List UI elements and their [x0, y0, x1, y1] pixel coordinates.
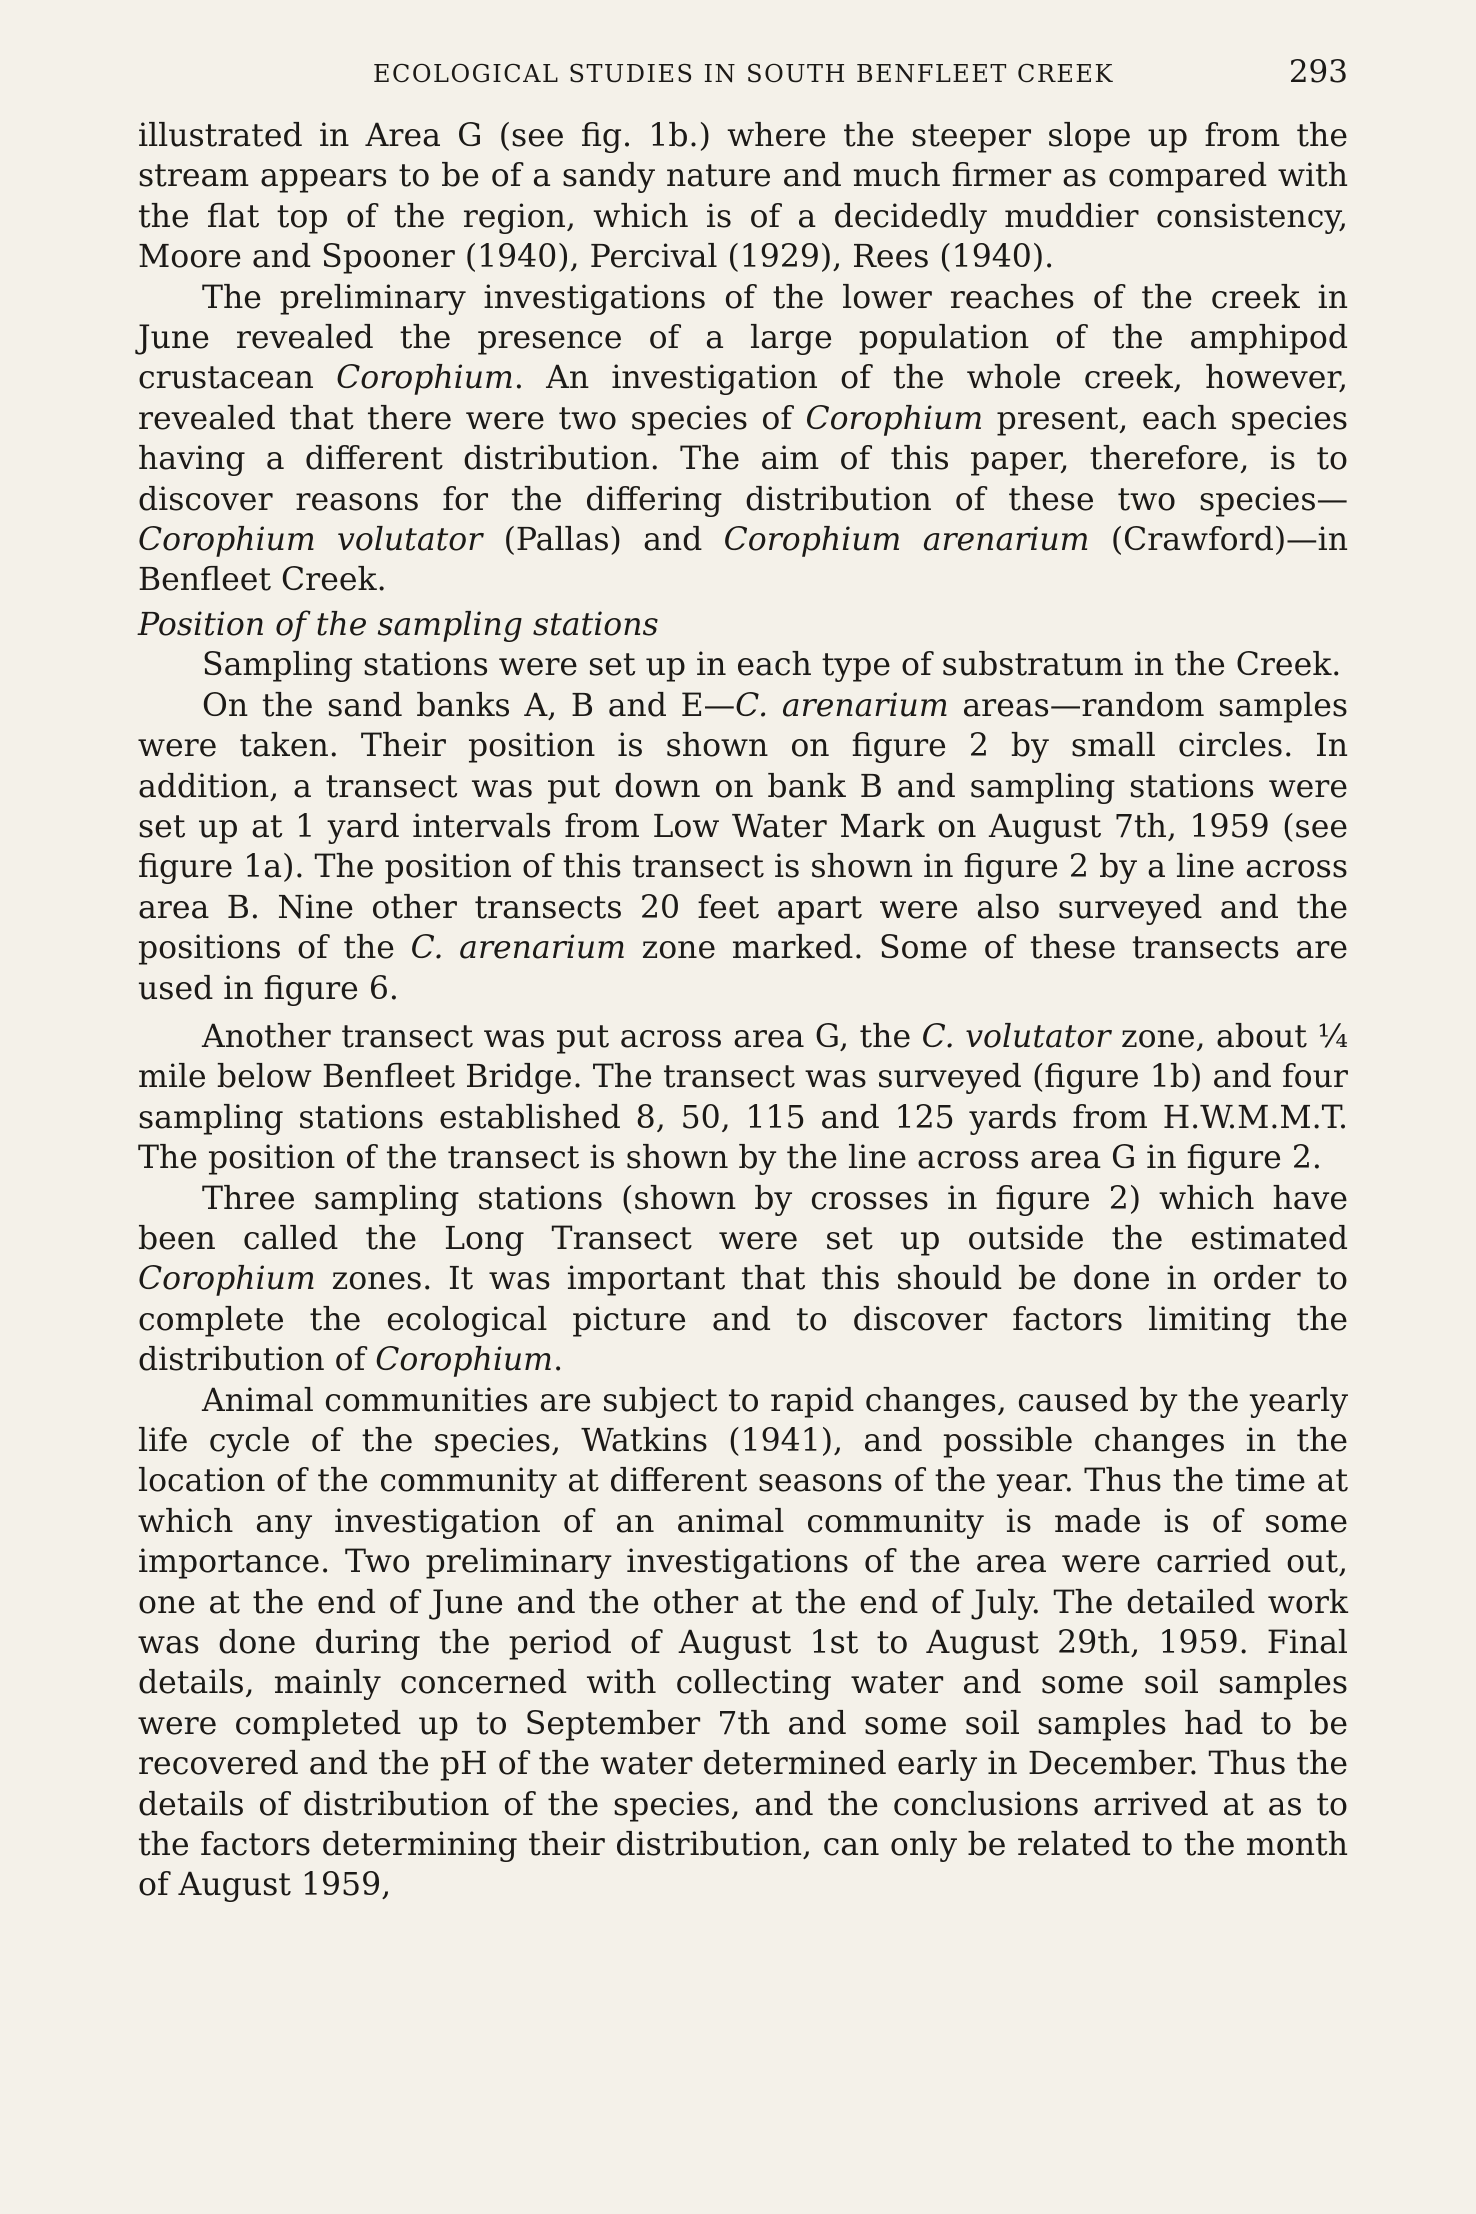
text-run: areas—random samples were taken. Their position is shown on figure 2 by small circles. In addition, a transect was put down on bank B and sampling stations were set up at 1 yard intervals from Low Water Mark on August 7th, 1959 (see figure 1a). The position of this transect is shown in figure 2 by a line across area B. Nine other transects 20 feet apart were also surveyed and the positions of the: [138, 687, 1349, 967]
paragraph: [138, 1017, 1348, 1179]
paragraph: [138, 278, 1348, 601]
paragraph: [138, 1381, 1348, 1906]
italic-term: C. volutator: [921, 1018, 1111, 1055]
body-text: [138, 116, 1348, 1906]
running-title: ECOLOGICAL STUDIES IN SOUTH BENFLEET CREEK: [372, 60, 1114, 88]
text-run: On the sand banks A, B and E—: [202, 687, 736, 724]
text-run: Position of the sampling stations: [138, 606, 659, 643]
running-head: [138, 54, 1348, 96]
text-run: zones. It was important that this should be done in order to complete the ecological picture and to discover factors limiting the distribution of: [138, 1261, 1348, 1379]
italic-term: Corophium arenarium: [723, 522, 1090, 559]
section-heading: [138, 605, 1348, 645]
text-run: The preliminary investigations of the lower reaches of the creek in June revealed the presence of a large population of the amphipod crustacean: [138, 279, 1348, 397]
text-run: present, each species having a different distribution. The aim of this paper, therefore, is to discover reasons for the differing distribution of these two species—: [138, 400, 1349, 518]
italic-term: Corophium: [138, 1261, 316, 1298]
text-run: (Crawford)—in Benfleet Creek.: [138, 522, 1349, 599]
text-run: . An investigation of the whole creek, however, revealed that there were two species of: [138, 360, 1348, 437]
italic-term: C. arenarium: [735, 687, 949, 724]
text-run: Sampling stations were set up in each type of substratum in the Creek.: [202, 647, 1342, 684]
page: [138, 54, 1348, 1906]
text-run: zone marked. Some of these transects are used in figure 6.: [138, 930, 1348, 1007]
paragraph: [138, 645, 1348, 685]
italic-term: Corophium: [336, 360, 514, 397]
page-number: 293: [1288, 54, 1348, 90]
text-run: (Pallas) and: [482, 522, 724, 559]
italic-term: C. arenarium: [410, 930, 627, 967]
text-run: Another transect was put across area G, the: [202, 1018, 922, 1055]
italic-term: Corophium: [375, 1342, 554, 1379]
paragraph: [138, 116, 1348, 278]
text-run: .: [553, 1342, 564, 1379]
text-run: zone, about ¼ mile below Benfleet Bridge. The transect was surveyed (figure 1b) and four sampling stations established 8, 50, 115 and 125 yards from H.W.M.M.T. The position of the transect is shown by the line across area G in figure 2.: [138, 1018, 1348, 1177]
italic-term: Corophium: [805, 400, 984, 437]
paragraph: [138, 686, 1348, 1009]
text-run: Three sampling stations (shown by crosses in figure 2) which have been called the Long Transect were set up outside the estimated: [138, 1180, 1348, 1257]
text-run: Animal communities are subject to rapid changes, caused by the yearly life cycle of the species, Watkins (1941), and possible changes in the location of the community at different seasons of the year. Thus the time at which any investigation of an animal community is made is of some importance. Two preliminary investigations of the area were carried out, one at the end of June and the other at the end of July. The detailed work was done during the period of August 1st to August 29th, 1959. Final details, mainly concerned with collecting water and some soil samples were completed up to September 7th and some soil samples had to be recovered and the pH of the water determined early in December. Thus the details of distribution of the species, and the conclusions arrived at as to the factors determining their distribution, can only be related to the month of August 1959,: [138, 1382, 1348, 1904]
italic-term: Corophium volutator: [138, 522, 483, 559]
paragraph: [138, 1179, 1348, 1381]
text-run: illustrated in Area G (see fig. 1b.) where the steeper slope up from the stream appears to be of a sandy nature and much firmer as compared with the flat top of the region, which is of a decidedly muddier consistency, Moore and Spooner (1940), Percival (1929), Rees (1940).: [138, 118, 1348, 276]
